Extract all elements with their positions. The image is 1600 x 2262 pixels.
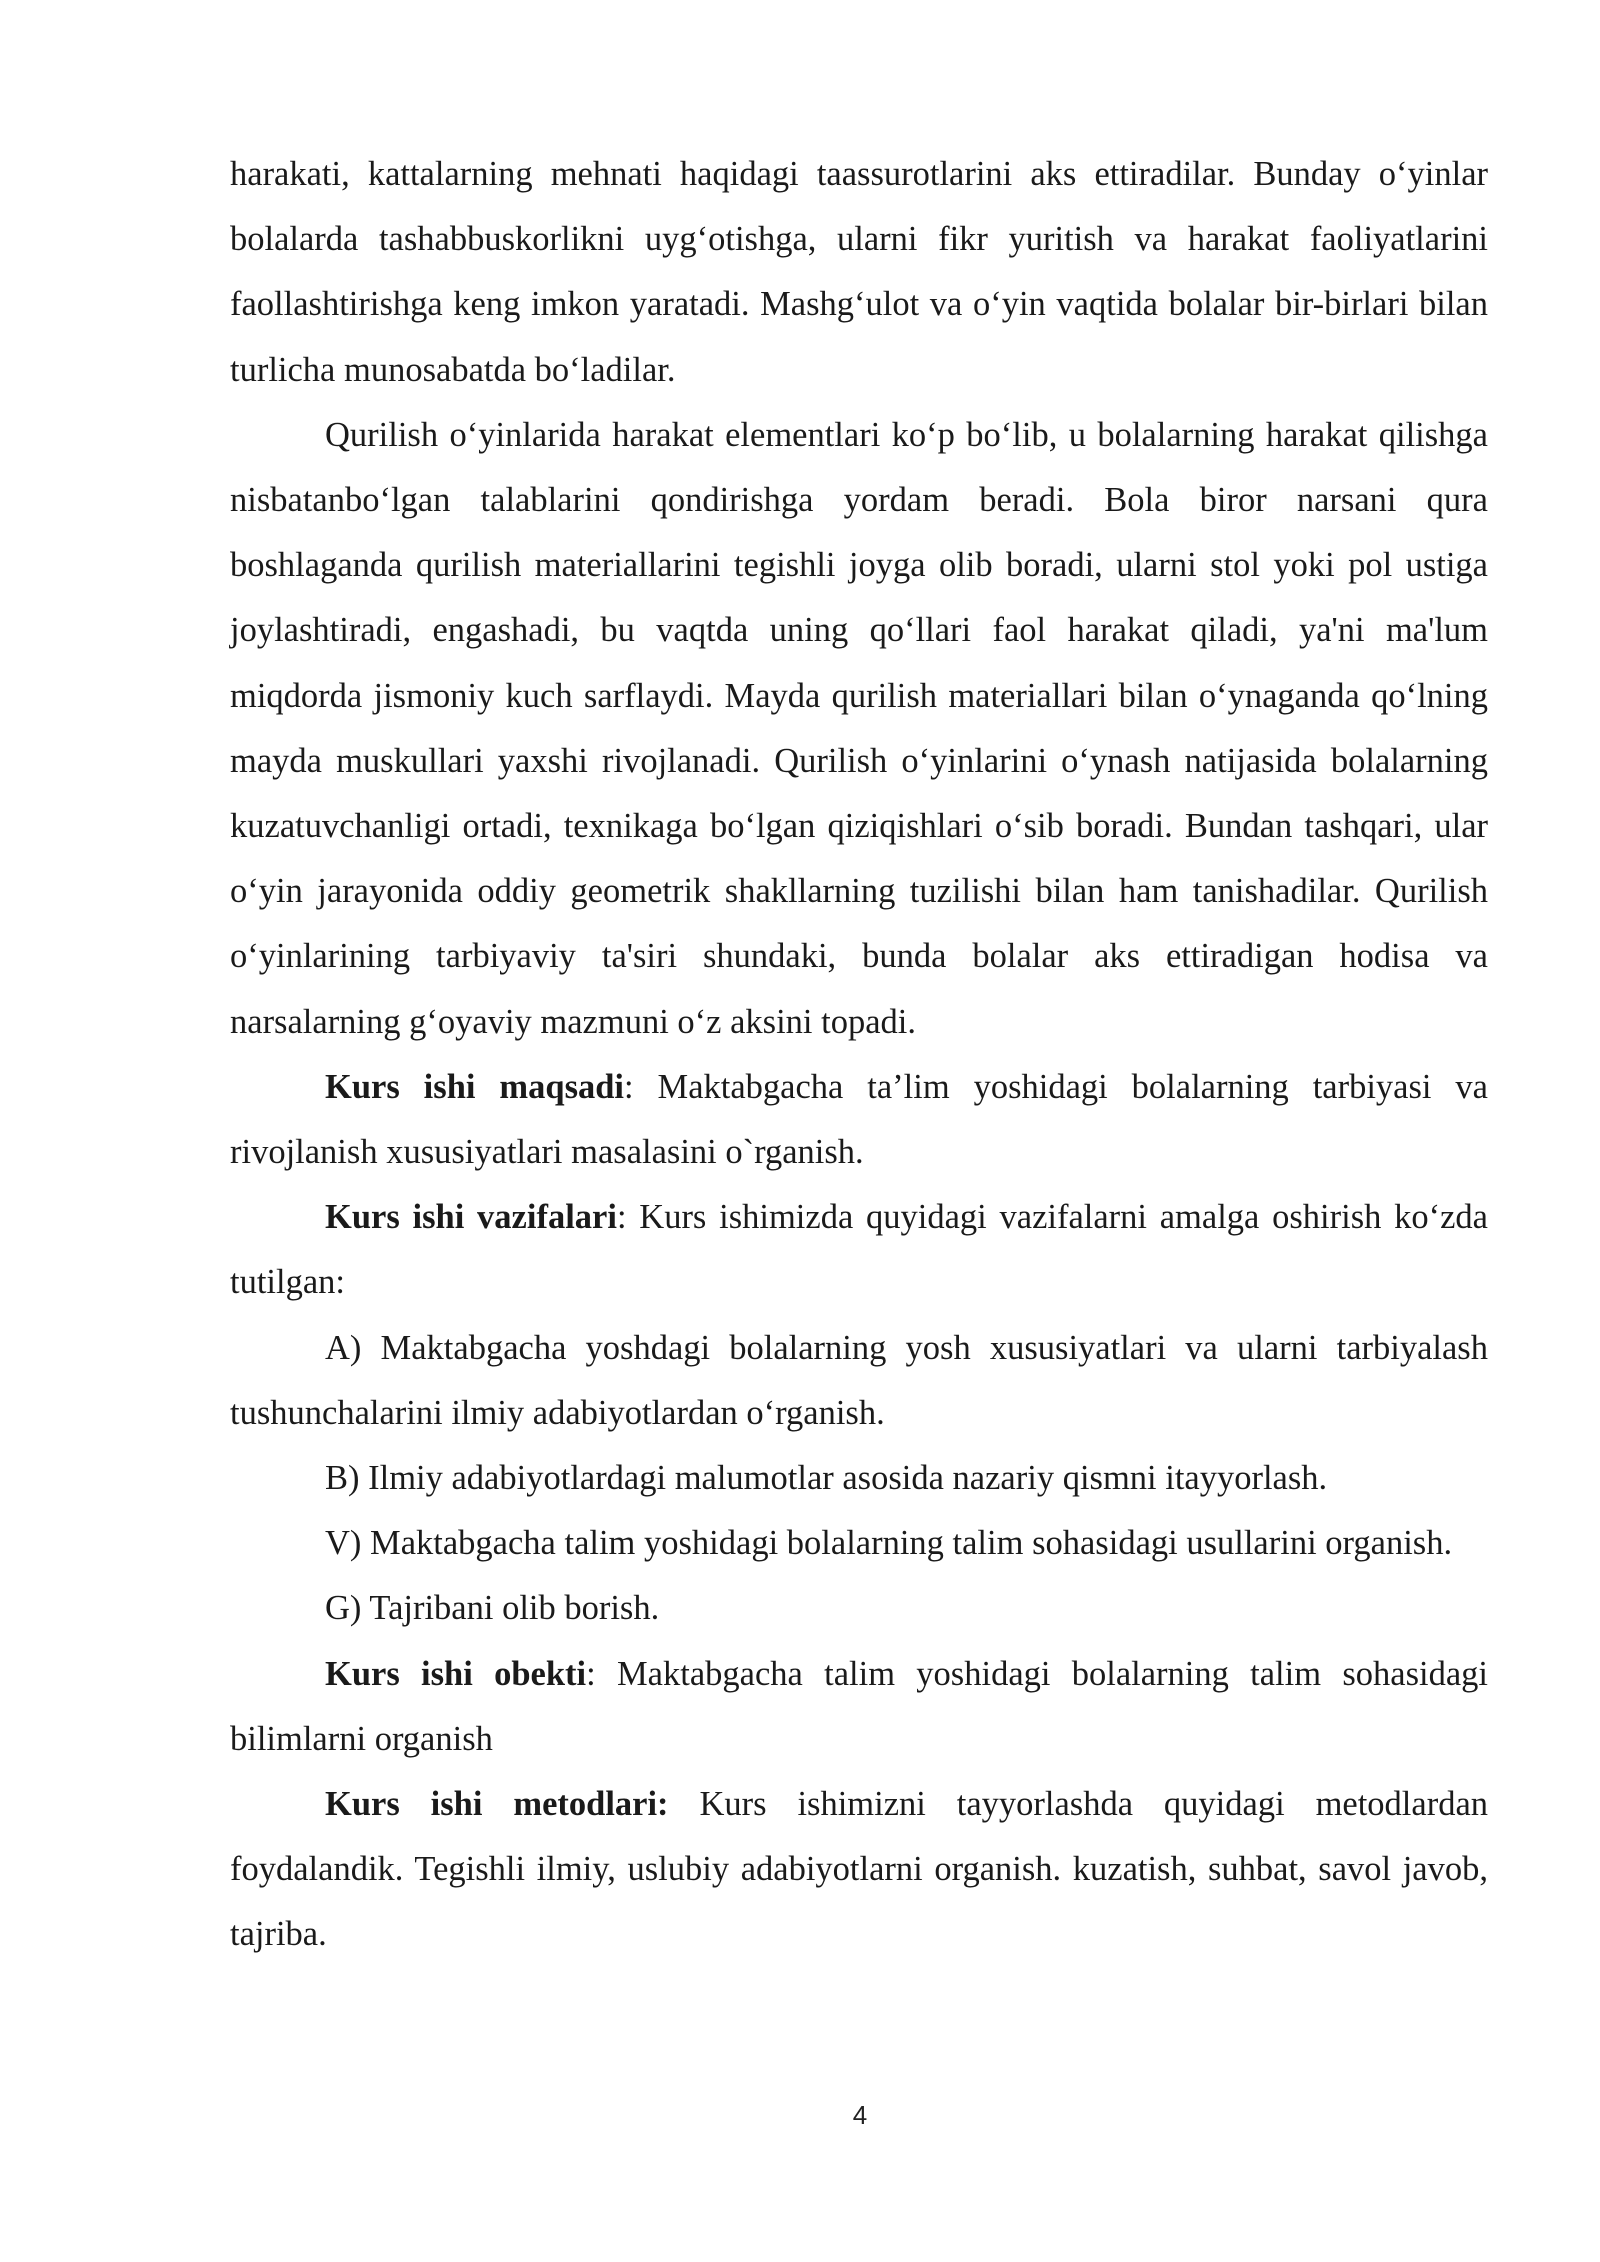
task-item-g [230,1576,1488,1641]
tasks-label: Kurs ishi vazifalari [325,1198,617,1237]
task-item-a [230,1316,1488,1446]
paragraph-object [230,1642,1488,1772]
document-page [230,142,1488,1968]
paragraph-construction-games [230,403,1488,1055]
object-label: Kurs ishi obekti [325,1654,587,1693]
paragraph-text: harakati, kattalarning mehnati haqidagi taassurotlarini aks ettiradilar. Bunday o‘yinlar bolalarda tashabbuskorlikni uyg‘otishga, ularni fikr yuritish va harakat faoliyatlarini faollashtirishga keng imkon yaratadi. Mashg‘ulot va o‘yin vaqtida bolalar bir-birlari bilan turlicha munosabatda bo‘ladilar. [230,155,1488,389]
paragraph-tasks [230,1185,1488,1315]
paragraph-purpose [230,1055,1488,1185]
task-item-v [230,1511,1488,1576]
paragraph-text: Kurs ishimizni tayyorlashda quyidagi metodlardan foydalandik. Tegishli ilmiy, uslubiy adabiyotlarni organish. kuzatish, suhbat, savol javob, tajriba. [230,1785,1489,1954]
paragraph-text: Qurilish o‘yinlarida harakat elementlari ko‘p bo‘lib, u bolalarning harakat qilishga nisbatanbo‘lgan talablarini qondirishga yordam beradi. Bola biror narsani qura boshlaganda qurilish materiallarini tegishli joyga olib boradi, ularni stol yoki pol ustiga joylashtiradi, engashadi, bu vaqtda uning qo‘llari faol harakat qiladi, ya'ni ma'lum miqdorda jismoniy kuch sarflaydi. Mayda qurilish materiallari bilan o‘ynaganda qo‘lning mayda muskullari yaxshi rivojlanadi. Qurilish o‘yinlarini o‘ynash natijasida bolalarning kuzatuvchanligi ortadi, texnikaga bo‘lgan qiziqishlari o‘sib boradi. Bundan tashqari, ular o‘yin jarayonida oddiy geometrik shakllarning tuzilishi bilan ham tanishadilar. Qurilish o‘yinlarining tarbiyaviy ta'siri shundaki, bunda bolalar aks ettiradigan hodisa va narsalarning g‘oyaviy mazmuni o‘z aksini topadi. [230,415,1488,1041]
paragraph-text: V) Maktabgacha talim yoshidagi bolalarning talim sohasidagi usullarini organish. [325,1524,1453,1563]
paragraph-text: : Maktabgacha ta’lim yoshidagi bolalarning tarbiyasi va rivojlanish xususiyatlari masalasini o`rganish. [230,1067,1488,1172]
paragraph-text: : Kurs ishimizda quyidagi vazifalarni amalga oshirish ko‘zda tutilgan: [230,1198,1488,1302]
paragraph-text: B) Ilmiy adabiyotlardagi malumotlar asosida nazariy qismni itayyorlash. [325,1459,1328,1498]
paragraph-text: : Maktabgacha talim yoshidagi bolalarning talim sohasidagi bilimlarni organish [230,1654,1488,1758]
paragraph-methods [230,1772,1488,1968]
task-item-b [230,1446,1488,1511]
methods-label: Kurs ishi metodlari: [325,1785,669,1824]
purpose-label: Kurs ishi maqsadi [325,1067,625,1106]
paragraph-intro [230,142,1488,403]
page-number: 4 [852,2100,868,2130]
paragraph-text: A) Maktabgacha yoshdagi bolalarning yosh xususiyatlari va ularni tarbiyalash tushunchalarini ilmiy adabiyotlardan o‘rganish. [230,1328,1488,1432]
paragraph-text: G) Tajribani olib borish. [325,1589,660,1628]
